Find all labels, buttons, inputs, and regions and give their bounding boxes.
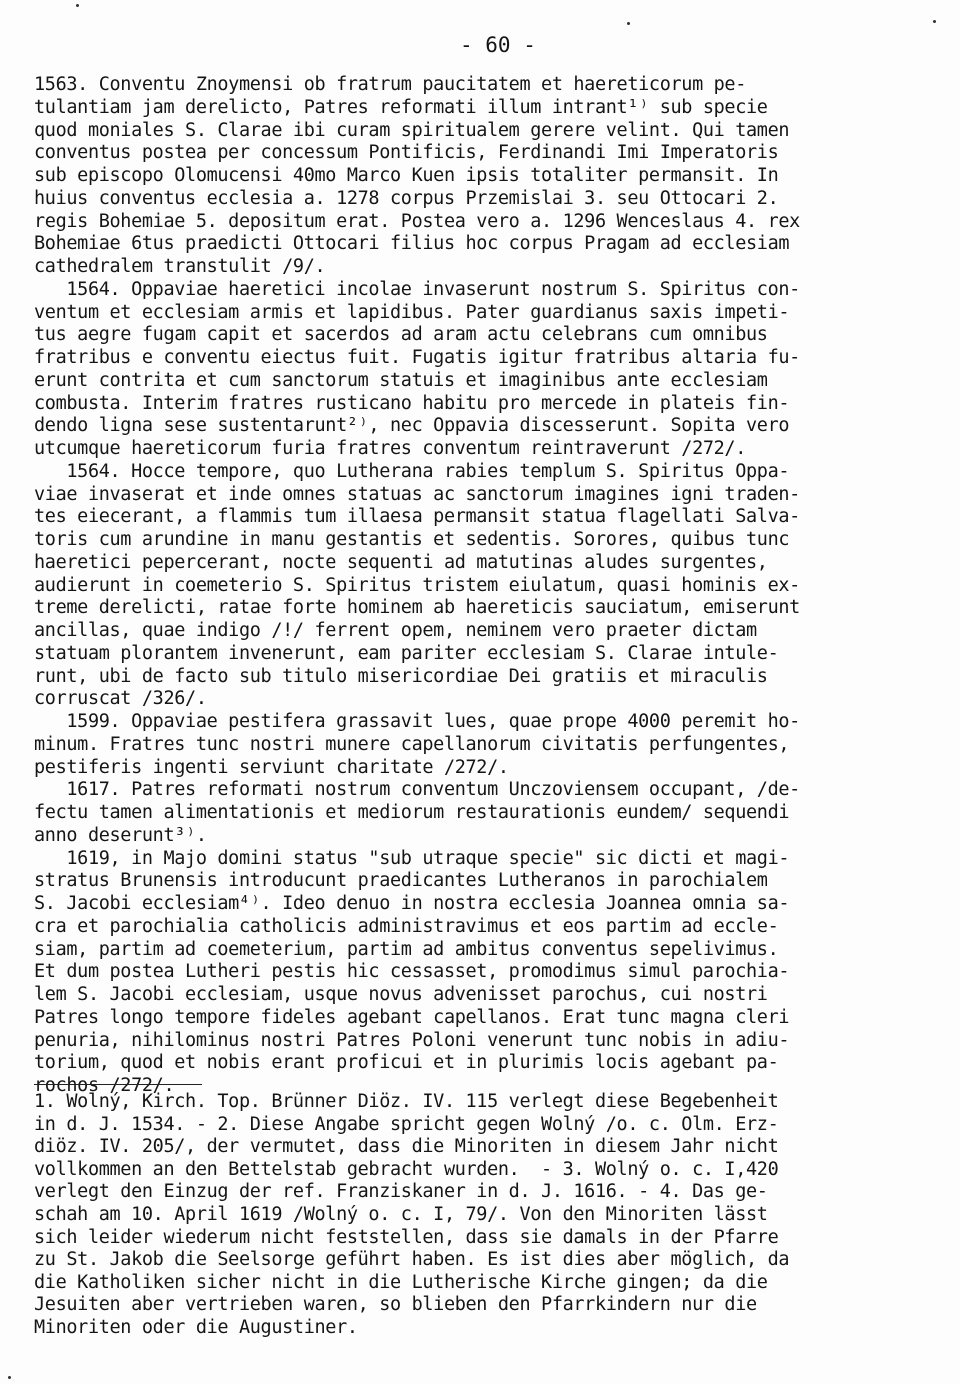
footnote-line: vollkommen an den Bettelstab gebracht wurden. - 3. Wolný o. c. I,420 [34,1158,779,1180]
text-line: 1617. Patres reformati nostrum conventum Unczoviensem occupant, /de- [34,779,800,801]
text-line: viae invaserat et inde omnes statuas ac sanctorum imagines igni traden- [34,483,800,505]
text-line: erunt contrita et cum sanctorum statuis et imaginibus ante ecclesiam [34,369,768,391]
text-line: rochos /272/. [34,1075,175,1096]
text-line: cathedralem transtulit /9/. [34,256,326,277]
text-line: ancillas, quae indigo /!/ ferrent opem, neminem vero praeter dictam [34,620,757,641]
scan-speck [627,22,630,25]
text-line: utcumque haereticorum furia fratres conventum reintraverunt /272/. [34,438,747,459]
text-line: fratribus e conventu eiectus fuit. Fugatis igitur fratribus altaria fu- [34,347,800,368]
text-line: siam, partim ad coemeterium, partim ad ambitus conventus sepelivimus. [34,938,779,960]
text-line: runt, ubi de facto sub titulo misericordiae Dei gratiis et miraculis [34,665,768,687]
text-line: minum. Fratres tunc nostri munere capellanorum civitatis perfungentes, [34,733,790,755]
text-line: fectu tamen alimentationis et mediorum restaurationis eundem/ sequendi [34,802,790,823]
text-line: ventum et ecclesiam armis et lapidibus. Pater guardianus saxis impeti- [34,301,790,323]
text-line: combusta. Interim fratres rusticano habitu pro mercede in plateis fin- [34,392,790,414]
text-line: S. Jacobi ecclesiam⁴⁾. Ideo denuo in nostra ecclesia Joannea omnia sa- [34,893,790,914]
text-line: Et dum postea Lutheri pestis hic cessasset, promodimus simul parochia- [34,961,790,983]
footnote-line: verlegt den Einzug der ref. Franziskaner in d. J. 1616. - 4. Das ge- [34,1181,768,1203]
footnote-line: sich leider wiederum nicht feststellen, dass sie damals in der Pfarre [34,1226,779,1248]
text-line: quod moniales S. Clarae ibi curam spiritualem gerere velint. Qui tamen [34,119,790,141]
footnote-line: diöz. IV. 205/, der vermutet, dass die Minoriten in diesem Jahr nicht [34,1136,779,1158]
text-line: corruscat /326/. [34,688,207,710]
text-line: statuam plorantem invenerunt, eam pariter ecclesiam S. Clarae intule- [34,642,779,664]
footnote-line: schah am 10. April 1619 /Wolný o. c. I, 79/. Von den Minoriten lässt [34,1204,768,1225]
text-line: 1564. Oppaviae haeretici incolae invaserunt nostrum S. Spiritus con- [34,278,800,300]
text-line: tus aegre fugam capit et sacerdos ad aram actu celebrans cum omnibus [34,324,768,346]
text-line: penuria, nihilominus nostri Patres Poloni venerunt tunc nobis in adiu- [34,1029,790,1051]
footnote-line: die Katholiken sicher nicht in die Lutherische Kirche gingen; da die [34,1271,768,1293]
footnote-line: zu St. Jakob die Seelsorge geführt haben. Es ist dies aber möglich, da [34,1249,790,1271]
text-line: anno deserunt³⁾. [34,824,207,846]
text-line: huius conventus ecclesia a. 1278 corpus Przemislai 3. seu Ottocari 2. [34,187,779,209]
footnote-line: Jesuiten aber vertrieben waren, so blieben den Pfarrkindern nur die [34,1294,757,1316]
text-line: torium, quod et nobis erant proficui et in plurimis locis agebant pa- [34,1052,779,1074]
footnote-line: 1. Wolný, Kirch. Top. Brünner Diöz. IV. 115 verlegt diese Begebenheit [34,1091,779,1112]
text-line: conventus postea per concessum Pontificis, Ferdinandi Imi Imperatoris [34,142,779,164]
text-line: dendo ligna sese sustentarunt²⁾, nec Oppavia discesserunt. Sopita vero [34,415,790,437]
text-line: audierunt in coemeterio S. Spiritus tristem eiulatum, quasi hominis ex- [34,574,800,596]
text-line: pestiferis ingenti serviunt charitate /272/. [34,756,509,778]
text-line: 1619, in Majo domini status "sub utraque specie" sic dicti et magi- [34,847,790,869]
text-line: sub episcopo Olomucensi 40mo Marco Kuen ipsis totaliter permansit. In [34,165,779,186]
text-line: Bohemiae 6tus praedicti Ottocari filius hoc corpus Pragam ad ecclesiam [34,233,790,255]
text-line: tulantiam jam derelicto, Patres reformati illum intrant¹⁾ sub specie [34,96,768,118]
text-line: Patres longo tempore fideles agebant capellanos. Erat tunc magna cleri [34,1006,790,1028]
text-line: 1563. Conventu Znoymensi ob fratrum paucitatem et haereticorum pe- [34,74,747,95]
text-line: 1599. Oppaviae pestifera grassavit lues, quae prope 4000 peremit ho- [34,711,800,732]
scan-speck [933,20,936,23]
page-number: - 60 - [460,33,536,57]
text-line: lem S. Jacobi ecclesiam, usque novus advenisset parochus, cui nostri [34,984,768,1005]
scan-speck [76,4,79,7]
text-line: tes eiecerant, a flammis tum illaesa permansit statua flagellati Salva- [34,506,800,528]
text-line: toris cum arundine in manu gestantis et sedentis. Sorores, quibus tunc [34,529,790,550]
text-line: haeretici pepercerant, nocte sequenti ad matutinas aludes surgentes, [34,551,768,573]
text-line: regis Bohemiae 5. depositum erat. Postea vero a. 1296 Wenceslaus 4. rex [34,210,800,232]
text-line: treme derelicti, ratae forte hominem ab haereticis sauciatum, emiserunt [34,597,800,619]
text-line: 1564. Hocce tempore, quo Lutherana rabies templum S. Spiritus Oppa- [34,460,790,482]
footnote-line: Minoriten oder die Augustiner. [34,1317,358,1338]
footnote-separator [34,1084,202,1085]
text-line: cra et parochialia catholicis administravimus et eos partim ad eccle- [34,915,779,937]
footnote-line: in d. J. 1534. - 2. Diese Angabe spricht gegen Wolný /o. c. Olm. Erz- [34,1113,779,1135]
scan-speck [8,1376,11,1379]
text-line: stratus Brunensis introducunt praedicantes Lutheranos in parochialem [34,870,768,892]
